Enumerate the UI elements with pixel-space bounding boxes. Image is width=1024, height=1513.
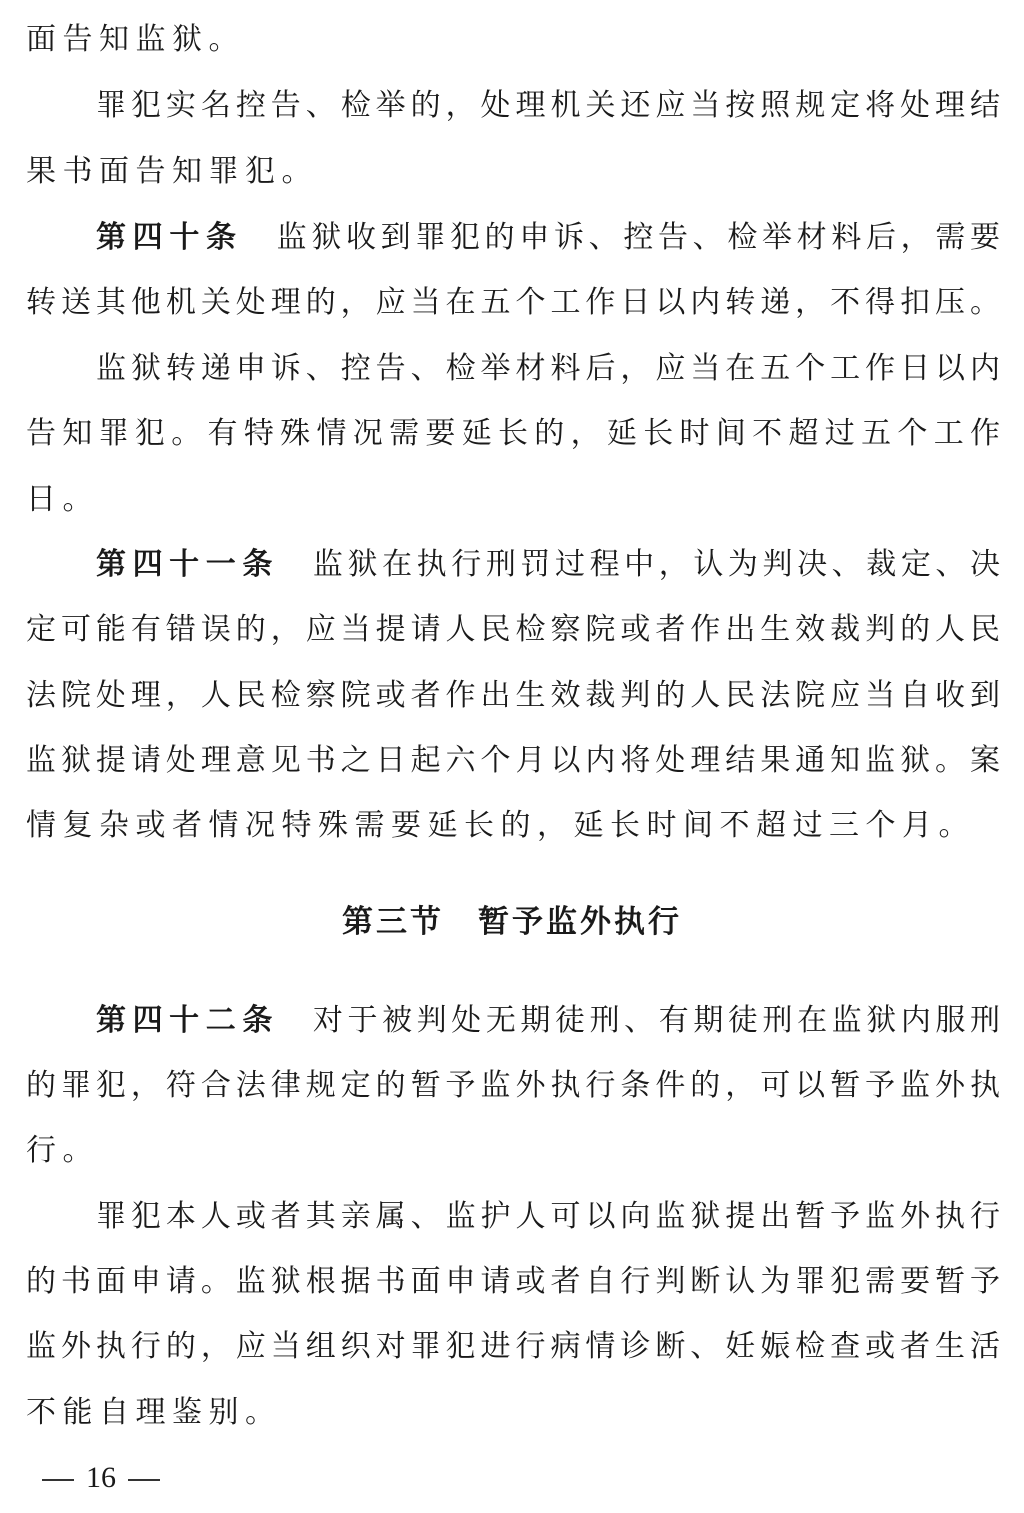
text-line: 行。 <box>26 1133 99 1168</box>
article-41-first-line <box>96 545 1000 585</box>
section-heading <box>0 900 1024 944</box>
text-line: 监狱提请处理意见书之日起六个月以内将处理结果通知监狱。案 <box>26 743 1000 778</box>
text-line: 不能自理鉴别。 <box>26 1395 282 1430</box>
text-line: 法院处理，人民检察院或者作出生效裁判的人民法院应当自收到 <box>26 678 1000 713</box>
dash-left <box>42 1479 74 1481</box>
article-number: 第四十二条 <box>96 1003 279 1038</box>
text-line: 定可能有错误的，应当提请人民检察院或者作出生效裁判的人民 <box>26 612 1000 647</box>
article-number: 第四十条 <box>96 220 243 255</box>
page-number <box>30 1458 172 1498</box>
text-line: 对于被判处无期徒刑、有期徒刑在监狱内服刑 <box>312 1003 1000 1038</box>
section-number: 第三节 <box>342 904 444 940</box>
text-line: 果书面告知罪犯。 <box>26 154 318 189</box>
text-line: 告知罪犯。有特殊情况需要延长的，延长时间不超过五个工作 <box>26 416 1000 451</box>
text-line: 监外执行的，应当组织对罪犯进行病情诊断、妊娠检查或者生活 <box>26 1329 1000 1364</box>
text-line: 情复杂或者情况特殊需要延长的，延长时间不超过三个月。 <box>26 808 975 843</box>
text-line: 监狱转递申诉、控告、检举材料后，应当在五个工作日以内 <box>96 351 1000 386</box>
article-40-first-line <box>96 218 1000 258</box>
text-line: 罪犯本人或者其亲属、监护人可以向监狱提出暂予监外执行 <box>96 1199 1000 1234</box>
text-line: 罪犯实名控告、检举的，处理机关还应当按照规定将处理结 <box>96 88 1000 123</box>
section-title: 暂予监外执行 <box>478 904 682 940</box>
text-line: 的书面申请。监狱根据书面申请或者自行判断认为罪犯需要暂予 <box>26 1264 1000 1299</box>
text-line: 面告知监狱。 <box>26 22 245 57</box>
text-line: 日。 <box>26 482 99 517</box>
article-42-first-line <box>96 1001 1000 1041</box>
dash-right <box>128 1479 160 1481</box>
text-line: 的罪犯，符合法律规定的暂予监外执行条件的，可以暂予监外执 <box>26 1068 1000 1103</box>
text-line: 监狱收到罪犯的申诉、控告、检举材料后，需要 <box>276 220 1000 255</box>
page-number-value: 16 <box>86 1461 116 1494</box>
text-line: 监狱在执行刑罚过程中，认为判决、裁定、决 <box>312 547 1000 582</box>
article-number: 第四十一条 <box>96 547 279 582</box>
text-line: 转送其他机关处理的，应当在五个工作日以内转递，不得扣压。 <box>26 285 1000 320</box>
